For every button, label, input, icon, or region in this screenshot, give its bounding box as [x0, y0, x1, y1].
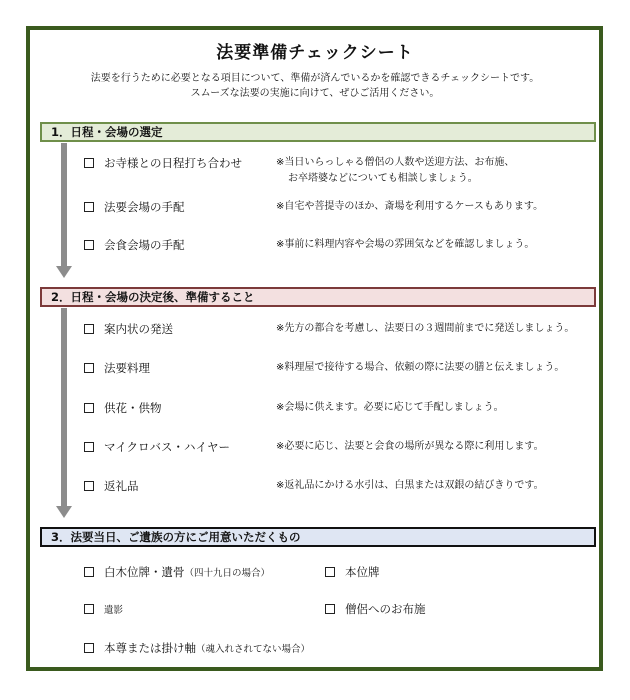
item-label: 遺影 [104, 605, 124, 616]
checkbox[interactable] [84, 324, 94, 334]
item-label: マイクロバス・ハイヤー [104, 440, 231, 454]
check-item-meal-venue[interactable] [84, 238, 185, 252]
item-label: 本位牌 [345, 565, 380, 579]
item-note: ※必要に応じ、法要と会食の場所が異なる際に利用します。 [276, 441, 544, 452]
item-label: 返礼品 [104, 479, 139, 493]
intro-text [0, 71, 630, 101]
checkbox[interactable] [84, 240, 94, 250]
check-item-tablet-remains[interactable] [84, 565, 270, 581]
section-2-header: 2．日程・会場の決定後、準備すること [40, 287, 596, 307]
item-note [276, 155, 514, 187]
item-label: 供花・供物 [104, 401, 162, 415]
item-note: ※自宅や菩提寺のほか、斎場を利用するケースもあります。 [276, 201, 544, 212]
item-label: 会食会場の手配 [104, 238, 185, 252]
item-note: ※会場に供えます。必要に応じて手配しましょう。 [276, 402, 504, 413]
checkbox[interactable] [325, 604, 335, 614]
check-item-schedule-temple[interactable] [84, 156, 242, 170]
note-line-1: ※当日いらっしゃる僧侶の人数や送迎方法、お布施、 [276, 157, 515, 168]
checkbox[interactable] [84, 442, 94, 452]
item-label: 本尊または掛け軸 [104, 641, 196, 655]
check-item-ceremony-venue[interactable] [84, 200, 185, 214]
item-label: 僧侶へのお布施 [345, 602, 426, 616]
checkbox[interactable] [84, 403, 94, 413]
check-item-flowers-offerings[interactable] [84, 401, 162, 415]
check-item-scroll[interactable] [84, 641, 310, 657]
flow-arrow-2 [61, 308, 67, 508]
page-title: 法要準備チェックシート [216, 43, 414, 63]
checkbox[interactable] [84, 158, 94, 168]
check-item-bus-hire[interactable] [84, 440, 230, 454]
flow-arrowhead-2 [56, 506, 72, 518]
section-3-header: 3．法要当日、ご遺族の方にご用意いただくもの [40, 527, 596, 547]
item-label: 法要会場の手配 [104, 200, 185, 214]
checkbox[interactable] [84, 481, 94, 491]
check-item-return-gifts[interactable] [84, 479, 139, 493]
item-sublabel: （四十九日の場合） [184, 568, 271, 579]
item-label: 白木位牌・遺骨 [104, 565, 185, 579]
item-note: ※先方の都合を考慮し、法要日の３週間前までに発送しましょう。 [276, 323, 575, 334]
check-item-priest-offering[interactable] [325, 602, 426, 616]
check-item-invitations[interactable] [84, 322, 173, 336]
item-label: 法要料理 [104, 361, 150, 375]
intro-line-2: スムーズな法要の実施に向けて、ぜひご活用ください。 [190, 88, 440, 99]
checkbox[interactable] [84, 202, 94, 212]
item-note: ※事前に料理内容や会場の雰囲気などを確認しましょう。 [276, 239, 535, 250]
flow-arrowhead-1 [56, 266, 72, 278]
note-line-2: お卒塔婆などについても相談しましょう。 [288, 173, 478, 184]
item-sublabel: （魂入れされてない場合） [196, 644, 311, 655]
item-note: ※返礼品にかける水引は、白黒または双銀の結びきりです。 [276, 480, 544, 491]
checkbox[interactable] [84, 567, 94, 577]
checkbox[interactable] [325, 567, 335, 577]
checkbox[interactable] [84, 604, 94, 614]
item-note: ※料理屋で接待する場合、依頼の際に法要の膳と伝えましょう。 [276, 362, 565, 373]
flow-arrow-1 [61, 143, 67, 268]
checkbox[interactable] [84, 363, 94, 373]
section-1-header: 1．日程・会場の選定 [40, 122, 596, 142]
check-item-main-tablet[interactable] [325, 565, 380, 579]
item-label: お寺様との日程打ち合わせ [104, 156, 242, 170]
checkbox[interactable] [84, 643, 94, 653]
item-label: 案内状の発送 [104, 322, 173, 336]
check-item-portrait[interactable] [84, 602, 123, 618]
check-item-ceremony-meal[interactable] [84, 361, 150, 375]
intro-line-1: 法要を行うために必要となる項目について、準備が済んでいるかを確認できるチェックシートです。 [90, 73, 540, 84]
